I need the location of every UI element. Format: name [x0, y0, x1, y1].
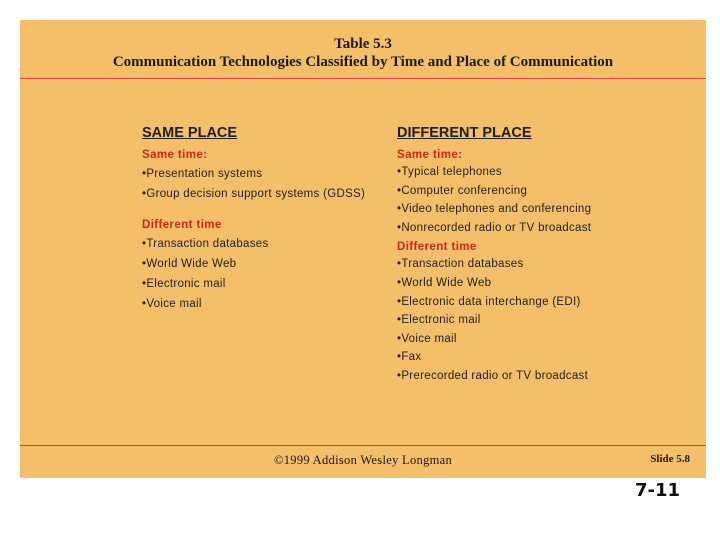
copyright-text: ©1999 Addison Wesley Longman: [273, 453, 453, 467]
same-place-different-time-list: [142, 237, 372, 311]
table-number: Table 5.3: [334, 36, 392, 52]
list-item: •World Wide Web: [142, 258, 237, 270]
list-item: •Computer conferencing: [397, 184, 528, 197]
different-place-same-time-label: Same time:: [397, 149, 463, 161]
same-place-different-time-label: Different time: [142, 219, 222, 231]
different-place-different-time-label: Different time: [397, 241, 477, 254]
table-title: [20, 36, 706, 71]
list-item: •Presentation systems: [142, 168, 263, 180]
different-place-same-time-list: [397, 165, 657, 235]
slide-panel: [20, 20, 706, 478]
list-item: •Electronic data interchange (EDI): [397, 295, 581, 308]
list-item: •Nonrecorded radio or TV broadcast: [397, 221, 592, 234]
bottom-divider: [20, 445, 706, 446]
table-caption: Communication Technologies Classified by Time and Place of Communication: [112, 54, 614, 70]
list-item: •World Wide Web: [397, 276, 492, 289]
list-item: •Video telephones and conferencing: [397, 203, 592, 216]
same-place-heading: SAME PLACE: [142, 125, 238, 141]
list-item: •Transaction databases: [142, 238, 269, 250]
list-item: •Voice mail: [397, 332, 457, 345]
same-place-column: [142, 124, 372, 317]
different-place-column: [397, 124, 657, 388]
different-place-heading: DIFFERENT PLACE: [397, 125, 532, 141]
same-place-same-time-list: [142, 167, 372, 201]
list-item: •Voice mail: [142, 298, 202, 310]
page-number: 7-11: [634, 480, 680, 501]
list-item: •Transaction databases: [397, 258, 524, 271]
list-item: •Electronic mail: [397, 314, 481, 327]
list-item: •Electronic mail: [142, 278, 226, 290]
top-divider: [20, 78, 706, 79]
list-item: •Prerecorded radio or TV broadcast: [397, 369, 589, 382]
different-place-different-time-list: [397, 257, 657, 383]
slide-number: Slide 5.8: [650, 453, 690, 465]
list-item: •Fax: [397, 351, 422, 364]
same-place-same-time-label: Same time:: [142, 149, 208, 161]
list-item: •Group decision support systems (GDSS): [142, 188, 366, 200]
list-item: •Typical telephones: [397, 166, 502, 178]
